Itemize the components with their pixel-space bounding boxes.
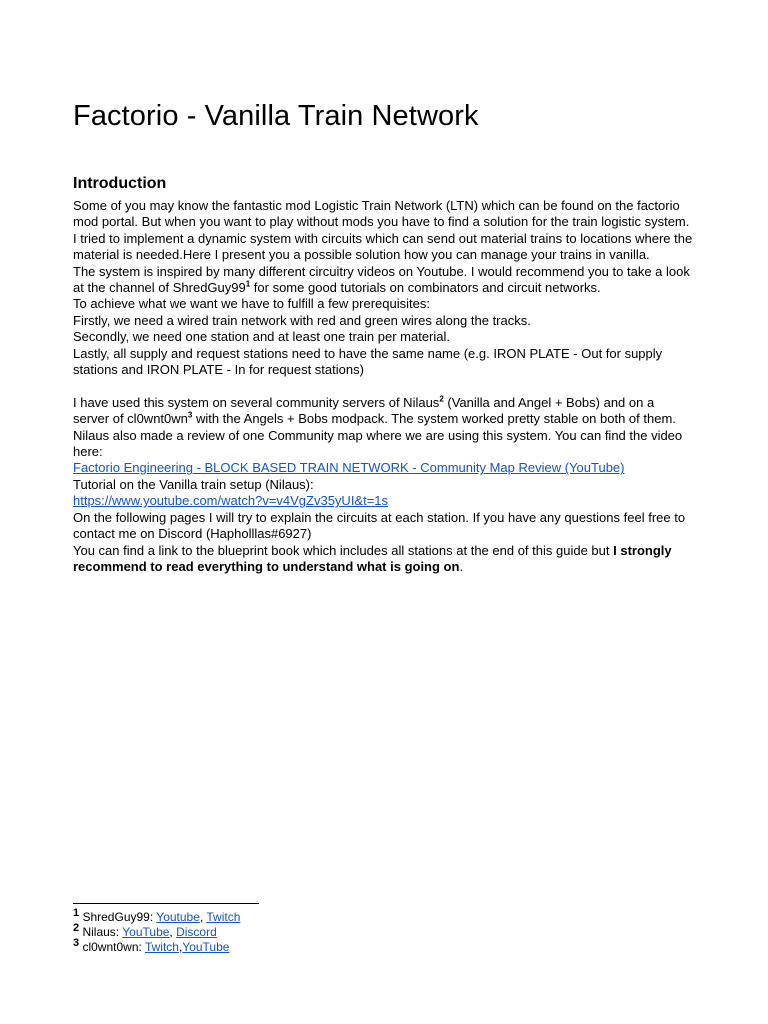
paragraph: On the following pages I will try to explain the circuits at each station. If you have any questions feel free to contact me on Discord (Hapholllas#6927) <box>73 509 686 542</box>
paragraph <box>73 460 693 476</box>
paragraph <box>73 493 693 509</box>
paragraph: Some of you may know the fantastic mod Logistic Train Network (LTN) which can be found on the factorio mod portal. But when you want to play without mods you have to find a solution for the train logistic system. <box>73 198 690 230</box>
footnote-link-discord[interactable]: Discord <box>176 925 217 939</box>
paragraph: Tutorial on the Vanilla train setup (Nilaus): <box>73 476 314 492</box>
footnote-link-youtube[interactable]: Youtube <box>156 910 200 924</box>
footnote-link-twitch[interactable]: Twitch <box>206 910 241 924</box>
paragraph: Lastly, all supply and request stations need to have the same name (e.g. IRON PLATE - Out for supply stations and IRON PLATE - In for request stations) <box>73 345 663 378</box>
paragraph: Firstly, we need a wired train network with red and green wires along the tracks. <box>73 312 531 328</box>
vanilla-tutorial-link[interactable]: https://www.youtube.com/watch?v=v4VgZv35yUI&t=1s <box>73 493 389 509</box>
footnotes <box>73 907 241 955</box>
footnote-ref: 2 <box>439 394 444 404</box>
footnote-ref: 3 <box>187 410 193 420</box>
paragraph: To achieve what we want we have to fulfill a few prerequisites: <box>73 296 430 312</box>
footnote-link-youtube[interactable]: YouTube <box>182 940 230 954</box>
paragraph: You can find a link to the blueprint book which includes all stations at the end of this guide but I strongly recommend to read everything to understand what is going on. <box>73 542 672 574</box>
footnote-ref: 1 <box>245 279 251 289</box>
paragraph: The system is inspired by many different circuitry videos on Youtube. I would recommend you to take a look at the channel of $ShredGuy99^1$ for some good tutorials on combinators and circuit networks. <box>73 263 690 296</box>
paragraph: I tried to implement a dynamic system with circuits which can send out material trains to locations where the material is needed.Here I present you a possible solution how you can manage your trains in vanilla. <box>73 230 693 263</box>
footnote-3: $^3$ cl0wnt0wn: Twitch,YouTube <box>73 937 230 954</box>
footnote-1: $^1$ ShredGuy99: Youtube, Twitch <box>73 907 241 924</box>
document-title: Factorio - Vanilla Train Network <box>73 100 479 132</box>
community-map-review-link[interactable]: Factorio Engineering - BLOCK BASED TRAIN NETWORK - Community Map Review (YouTube) <box>73 460 625 476</box>
paragraph: I have used this system on several community servers of Nilaus$^2$ (Vanilla and Angel + Bobs) and on a server of $cl0wnt0wn^3$ with the Angels + Bobs modpack. The system worked pretty stable on both of them. Nilaus also made a review of one Community map where we are using this system. You can find the video here: <box>73 394 683 460</box>
footnote-divider <box>73 903 259 904</box>
footnote-link-youtube[interactable]: YouTube <box>122 925 170 939</box>
footnote-2: $^2$ Nilaus: YouTube, Discord <box>73 922 217 939</box>
footnote-link-twitch[interactable]: Twitch <box>144 940 179 954</box>
bold-recommendation: I strongly recommend to read everything to understand what is going on <box>73 542 672 574</box>
introduction-body <box>73 198 693 575</box>
section-heading-introduction: Introduction <box>73 175 167 192</box>
paragraph-gap <box>73 378 693 394</box>
paragraph: Secondly, we need one station and at least one train per material. <box>73 329 450 345</box>
